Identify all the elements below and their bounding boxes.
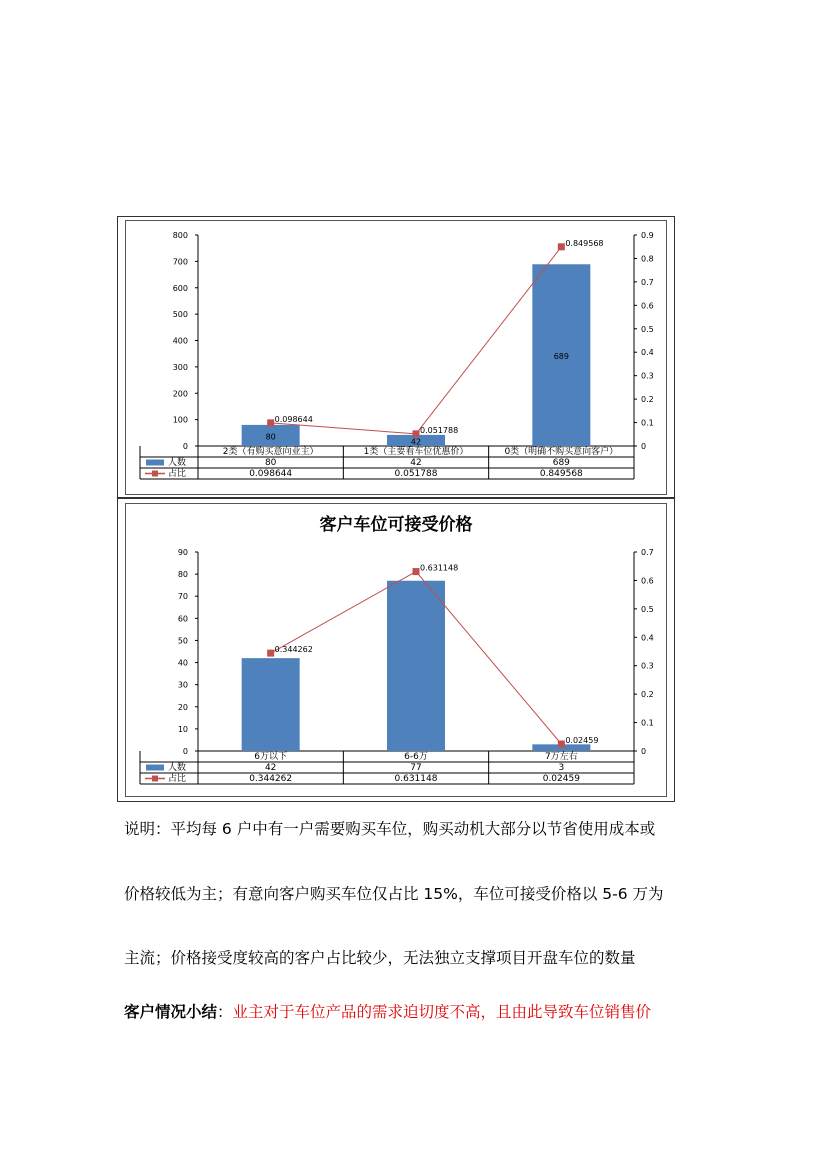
table-cell: 0.344262 — [249, 774, 293, 784]
left-axis-tick-label: 700 — [172, 257, 188, 267]
share-marker — [558, 243, 565, 250]
summary-text: 业主对于车位产品的需求迫切度不高，且由此导致车位销售价 — [232, 1003, 652, 1021]
purchase-intent-chart — [125, 220, 667, 495]
category-label: 2类（有购买意向业主） — [222, 447, 319, 457]
share-marker — [413, 568, 420, 575]
explanation-line-2: 价格较低为主；有意向客户购买车位仅占比 15%，车位可接受价格以 5-6 万为 — [124, 885, 664, 903]
left-axis-tick-label: 400 — [172, 336, 188, 346]
table-cell: 0.02459 — [542, 774, 580, 784]
share-value-label: 0.344262 — [274, 645, 313, 655]
right-axis-tick-label: 0.1 — [641, 418, 654, 428]
left-axis-tick-label: 0 — [182, 442, 188, 451]
share-marker — [413, 430, 420, 437]
right-axis-tick-label: 0 — [641, 442, 647, 451]
right-axis-tick-label: 0.8 — [641, 254, 654, 264]
bar-value-label: 80 — [265, 432, 276, 442]
explanation-line-1: 说明：平均每 6 户中有一户需要购买车位，购买动机大部分以节省使用成本或 — [124, 820, 656, 838]
table-cell: 0.849568 — [539, 469, 583, 479]
charts-divider — [117, 497, 675, 499]
share-marker — [558, 741, 565, 748]
category-label: 1类（主要看车位优惠价） — [363, 447, 469, 457]
table-cell: 0.098644 — [249, 469, 293, 479]
left-axis-tick-label: 800 — [172, 231, 188, 240]
right-axis-tick-label: 0.2 — [641, 690, 654, 700]
category-label: 6-6万 — [404, 752, 428, 762]
right-axis-tick-label: 0.6 — [641, 576, 654, 586]
left-axis-tick-label: 200 — [172, 389, 188, 399]
right-axis-tick-label: 0.4 — [641, 633, 654, 643]
table-cell: 0.051788 — [394, 469, 438, 479]
left-axis-tick-label: 40 — [177, 658, 188, 668]
share-marker — [267, 650, 274, 657]
summary-label: 客户情况小结 — [124, 1003, 218, 1021]
share-value-label: 0.051788 — [420, 425, 459, 435]
share-value-label: 0.02459 — [565, 736, 599, 746]
bar-1 — [242, 658, 300, 751]
table-cell: 42 — [264, 763, 277, 773]
table-cell: 689 — [552, 458, 570, 468]
left-axis-tick-label: 500 — [172, 310, 188, 320]
right-axis-tick-label: 0.1 — [641, 718, 654, 728]
left-axis-tick-label: 30 — [177, 680, 188, 690]
share-marker — [267, 419, 274, 426]
legend-key-bars — [146, 765, 164, 771]
left-axis-tick-label: 50 — [177, 636, 188, 646]
purchase-intent-chart-svg — [126, 221, 666, 494]
right-axis-tick-label: 0.4 — [641, 348, 654, 358]
right-axis-tick-label: 0.7 — [641, 277, 654, 287]
right-axis-tick-label: 0.3 — [641, 661, 654, 671]
share-value-label: 0.098644 — [274, 414, 313, 424]
table-cell: 3 — [558, 763, 565, 773]
bar-value-label: 689 — [553, 352, 569, 362]
right-axis-tick-label: 0.6 — [641, 301, 654, 311]
share-line — [271, 247, 562, 434]
category-label: 0类（明确不购买意向客户） — [504, 447, 619, 457]
right-axis-tick-label: 0.3 — [641, 371, 654, 381]
right-axis-tick-label: 0.7 — [641, 548, 654, 557]
left-axis-tick-label: 20 — [177, 702, 188, 712]
right-axis-tick-label: 0.9 — [641, 231, 654, 240]
share-value-label: 0.849568 — [565, 238, 604, 248]
category-label: 7万左右 — [544, 752, 578, 762]
summary-colon: ： — [217, 1003, 233, 1021]
table-cell: 80 — [264, 458, 277, 468]
legend-key-marker — [152, 776, 158, 782]
legend-key-bars — [146, 460, 164, 466]
left-axis-tick-label: 600 — [172, 283, 188, 293]
left-axis-tick-label: 0 — [182, 747, 188, 756]
legend-label: 占比 — [168, 774, 187, 784]
table-cell: 0.631148 — [394, 774, 438, 784]
table-cell: 42 — [410, 458, 422, 468]
left-axis-tick-label: 90 — [177, 548, 188, 557]
legend-key-marker — [152, 471, 158, 477]
share-value-label: 0.631148 — [420, 563, 459, 573]
left-axis-tick-label: 70 — [177, 592, 188, 602]
summary-line — [124, 1001, 714, 1023]
legend-label: 人数 — [168, 763, 187, 773]
legend-label: 人数 — [168, 458, 187, 468]
right-axis-tick-label: 0 — [641, 747, 647, 756]
acceptable-price-chart-svg — [126, 504, 666, 796]
legend-label: 占比 — [168, 469, 187, 479]
explanation-line-3: 主流；价格接受度较高的客户占比较少，无法独立支撑项目开盘车位的数量 — [124, 949, 636, 967]
acceptable-price-chart — [125, 503, 667, 797]
table-cell: 77 — [410, 763, 422, 773]
left-axis-tick-label: 100 — [172, 415, 188, 425]
chart-title: 客户车位可接受价格 — [319, 515, 473, 535]
right-axis-tick-label: 0.5 — [641, 604, 654, 614]
category-label: 6万以下 — [254, 752, 288, 762]
left-axis-tick-label: 60 — [177, 614, 188, 624]
left-axis-tick-label: 10 — [177, 724, 188, 734]
right-axis-tick-label: 0.2 — [641, 395, 654, 405]
bar-value-label: 42 — [410, 437, 422, 447]
left-axis-tick-label: 80 — [177, 570, 188, 580]
bar-2 — [387, 581, 445, 751]
right-axis-tick-label: 0.5 — [641, 324, 654, 334]
left-axis-tick-label: 300 — [172, 362, 188, 372]
